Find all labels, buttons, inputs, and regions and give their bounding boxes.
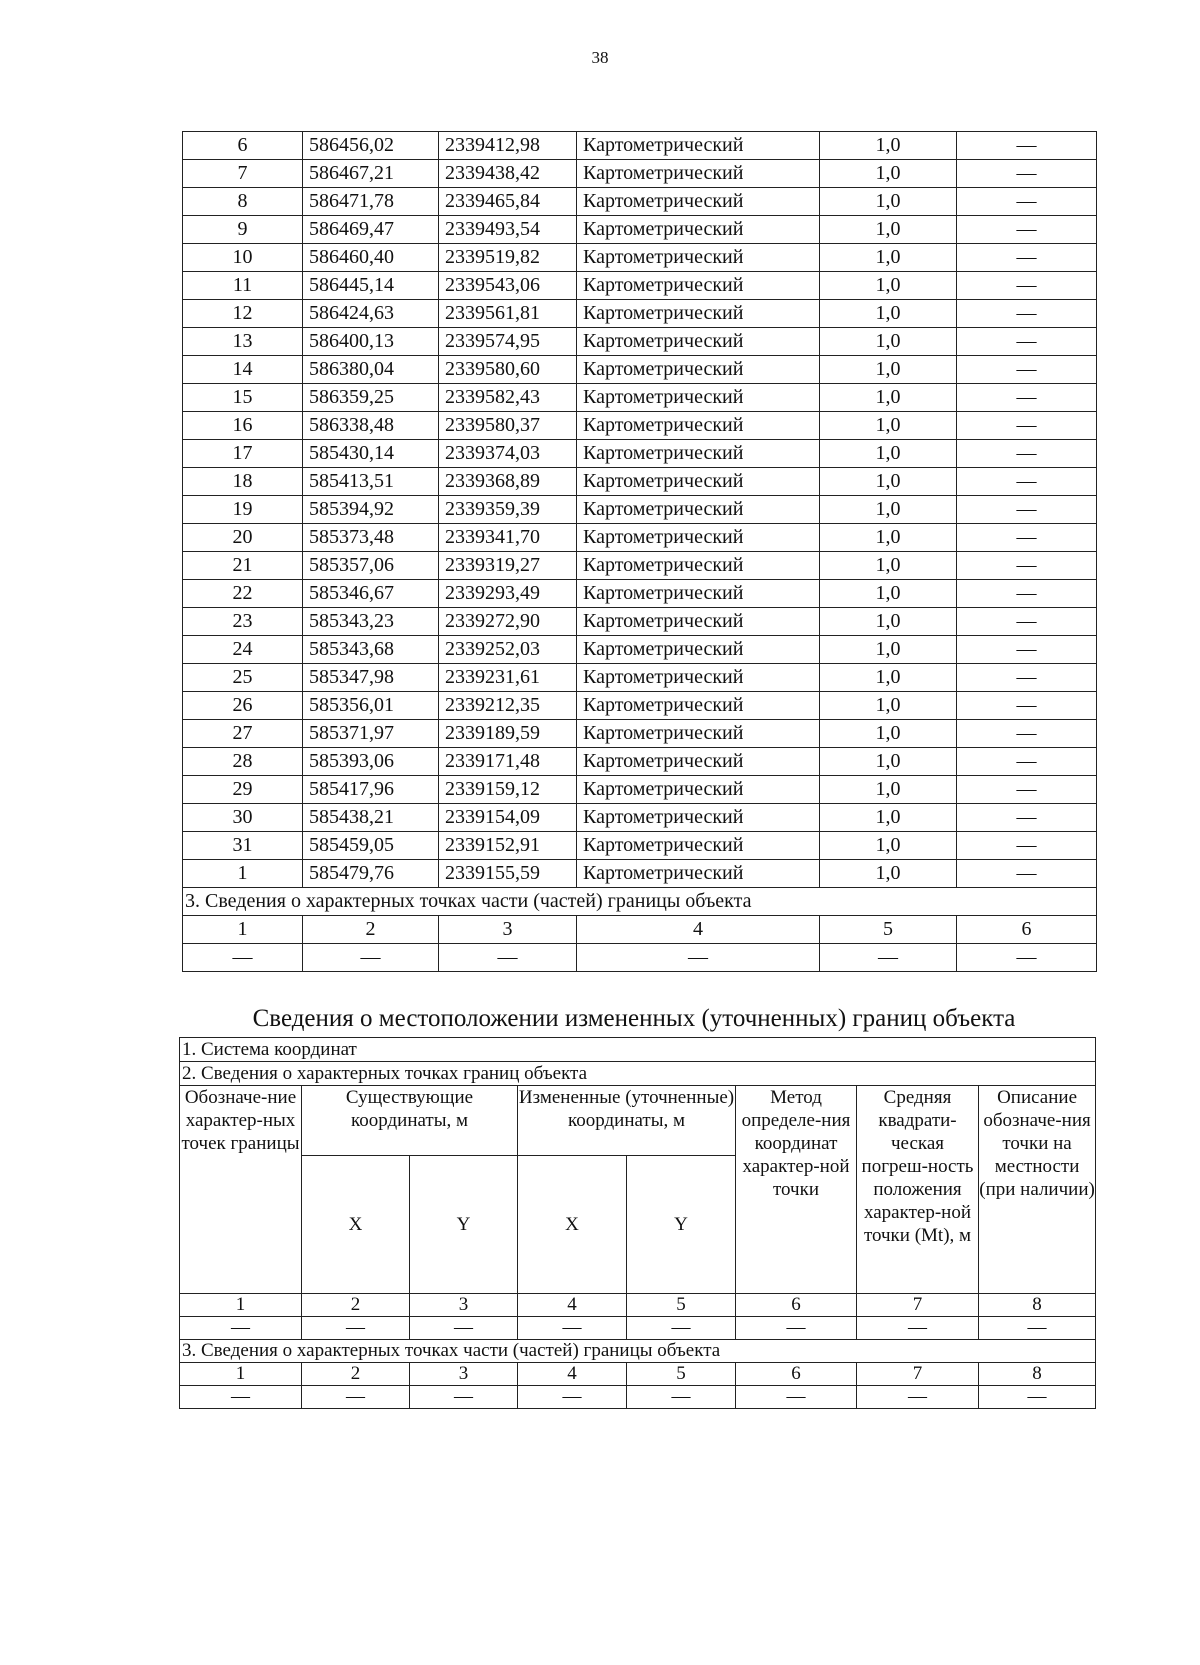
coord-x-cell: 586460,40 <box>303 244 439 272</box>
coord-y-cell: 2339368,89 <box>439 468 577 496</box>
method-cell: Картометрический <box>577 468 820 496</box>
description-cell: — <box>957 328 1097 356</box>
mean-error-cell: 1,0 <box>820 832 957 860</box>
coord-x-cell: 585459,05 <box>303 832 439 860</box>
coord-x-cell: 586445,14 <box>303 272 439 300</box>
coord-y-cell: 2339252,03 <box>439 636 577 664</box>
table-row <box>183 804 1097 832</box>
section3-col-number: 4 <box>577 916 820 944</box>
method-cell: Картометрический <box>577 832 820 860</box>
point-number-cell: 23 <box>183 608 303 636</box>
point-number-cell: 17 <box>183 440 303 468</box>
description-cell: — <box>957 636 1097 664</box>
coord-x-cell: 586456,02 <box>303 132 439 160</box>
method-cell: Картометрический <box>577 860 820 888</box>
point-number-cell: 7 <box>183 160 303 188</box>
coord-x-cell: 585347,98 <box>303 664 439 692</box>
description-cell: — <box>957 468 1097 496</box>
section3-col-number: 7 <box>857 1363 979 1386</box>
point-number-cell: 11 <box>183 272 303 300</box>
changed-boundaries-table <box>179 1037 1096 1409</box>
table-row <box>183 776 1097 804</box>
method-cell: Картометрический <box>577 328 820 356</box>
method-cell: Картометрический <box>577 664 820 692</box>
point-number-cell: 13 <box>183 328 303 356</box>
description-cell: — <box>957 216 1097 244</box>
section3-empty-cell: — <box>410 1386 518 1409</box>
coord-y-cell: 2339438,42 <box>439 160 577 188</box>
coord-y-cell: 2339543,06 <box>439 272 577 300</box>
coord-y-cell: 2339212,35 <box>439 692 577 720</box>
table-row <box>183 244 1097 272</box>
coord-x-cell: 585417,96 <box>303 776 439 804</box>
coord-y-cell: 2339159,12 <box>439 776 577 804</box>
table-row <box>183 692 1097 720</box>
section3-empty-cell: — <box>183 944 303 972</box>
point-number-cell: 6 <box>183 132 303 160</box>
section3-col-number: 8 <box>979 1363 1096 1386</box>
method-cell: Картометрический <box>577 244 820 272</box>
method-cell: Картометрический <box>577 804 820 832</box>
section3-col-number: 6 <box>736 1363 857 1386</box>
table-row <box>183 496 1097 524</box>
coord-x-cell: 586338,48 <box>303 412 439 440</box>
mean-error-cell: 1,0 <box>820 412 957 440</box>
coord-x-cell: 586424,63 <box>303 300 439 328</box>
page-number: 38 <box>591 48 609 67</box>
description-cell: — <box>957 748 1097 776</box>
section3-col-number: 2 <box>303 916 439 944</box>
table-row <box>183 860 1097 888</box>
mean-error-cell: 1,0 <box>820 188 957 216</box>
point-number-cell: 19 <box>183 496 303 524</box>
method-cell: Картометрический <box>577 776 820 804</box>
coord-x-cell: 585413,51 <box>303 468 439 496</box>
method-cell: Картометрический <box>577 160 820 188</box>
column-number: 1 <box>180 1294 302 1317</box>
mean-error-cell: 1,0 <box>820 524 957 552</box>
table-row <box>183 524 1097 552</box>
point-number-cell: 21 <box>183 552 303 580</box>
column-number: 6 <box>736 1294 857 1317</box>
column-number: 8 <box>979 1294 1096 1317</box>
method-cell: Картометрический <box>577 300 820 328</box>
description-cell: — <box>957 412 1097 440</box>
header-y-existing: Y <box>410 1156 518 1294</box>
coord-x-cell: 585394,92 <box>303 496 439 524</box>
description-cell: — <box>957 356 1097 384</box>
column-number: 2 <box>302 1294 410 1317</box>
coord-y-cell: 2339412,98 <box>439 132 577 160</box>
empty-cell: — <box>302 1317 410 1340</box>
description-cell: — <box>957 664 1097 692</box>
empty-cell: — <box>410 1317 518 1340</box>
coord-y-cell: 2339272,90 <box>439 608 577 636</box>
method-cell: Картометрический <box>577 608 820 636</box>
empty-cell: — <box>627 1317 736 1340</box>
table-row <box>183 356 1097 384</box>
section3-col-number: 4 <box>518 1363 627 1386</box>
description-cell: — <box>957 300 1097 328</box>
section3-empty-cell: — <box>577 944 820 972</box>
coord-x-cell: 585393,06 <box>303 748 439 776</box>
point-number-cell: 12 <box>183 300 303 328</box>
table-row <box>183 328 1097 356</box>
point-number-cell: 24 <box>183 636 303 664</box>
table-row <box>183 216 1097 244</box>
point-number-cell: 1 <box>183 860 303 888</box>
header-y-changed: Y <box>627 1156 736 1294</box>
method-cell: Картометрический <box>577 188 820 216</box>
coord-y-cell: 2339319,27 <box>439 552 577 580</box>
description-cell: — <box>957 496 1097 524</box>
section3-col-number: 3 <box>439 916 577 944</box>
table-row <box>183 608 1097 636</box>
header-x-changed: X <box>518 1156 627 1294</box>
method-cell: Картометрический <box>577 748 820 776</box>
section3-empty-cell: — <box>820 944 957 972</box>
method-cell: Картометрический <box>577 496 820 524</box>
section3-col-number: 5 <box>627 1363 736 1386</box>
section3-col-number: 1 <box>183 916 303 944</box>
coord-y-cell: 2339374,03 <box>439 440 577 468</box>
description-cell: — <box>957 692 1097 720</box>
coord-y-cell: 2339155,59 <box>439 860 577 888</box>
description-cell: — <box>957 832 1097 860</box>
empty-cell: — <box>180 1317 302 1340</box>
description-cell: — <box>957 272 1097 300</box>
coord-y-cell: 2339582,43 <box>439 384 577 412</box>
column-number: 4 <box>518 1294 627 1317</box>
coord-y-cell: 2339293,49 <box>439 580 577 608</box>
header-changed-coordinates: Измененные (уточненные) координаты, м <box>518 1086 736 1156</box>
point-number-cell: 14 <box>183 356 303 384</box>
header-method: Метод определе-ния координат характер-ной точки <box>736 1086 857 1294</box>
mean-error-cell: 1,0 <box>820 328 957 356</box>
mean-error-cell: 1,0 <box>820 160 957 188</box>
coord-y-cell: 2339580,60 <box>439 356 577 384</box>
section3-empty-cell: — <box>302 1386 410 1409</box>
header-existing-coordinates: Существующие координаты, м <box>302 1086 518 1156</box>
method-cell: Картометрический <box>577 440 820 468</box>
mean-error-cell: 1,0 <box>820 384 957 412</box>
section3-empty-cell: — <box>736 1386 857 1409</box>
point-number-cell: 29 <box>183 776 303 804</box>
mean-error-cell: 1,0 <box>820 496 957 524</box>
table-row <box>183 832 1097 860</box>
coord-x-cell: 585346,67 <box>303 580 439 608</box>
table-row <box>183 580 1097 608</box>
table-row <box>183 636 1097 664</box>
section3-col-number: 2 <box>302 1363 410 1386</box>
method-cell: Картометрический <box>577 580 820 608</box>
section3-col-number: 1 <box>180 1363 302 1386</box>
table-row <box>183 160 1097 188</box>
coord-x-cell: 585356,01 <box>303 692 439 720</box>
point-number-cell: 30 <box>183 804 303 832</box>
point-number-cell: 26 <box>183 692 303 720</box>
mean-error-cell: 1,0 <box>820 748 957 776</box>
method-cell: Картометрический <box>577 524 820 552</box>
coord-x-cell: 586380,04 <box>303 356 439 384</box>
mean-error-cell: 1,0 <box>820 580 957 608</box>
method-cell: Картометрический <box>577 720 820 748</box>
mean-error-cell: 1,0 <box>820 776 957 804</box>
coord-x-cell: 585357,06 <box>303 552 439 580</box>
mean-error-cell: 1,0 <box>820 244 957 272</box>
coord-y-cell: 2339171,48 <box>439 748 577 776</box>
mean-error-cell: 1,0 <box>820 272 957 300</box>
table-row <box>183 468 1097 496</box>
mean-error-cell: 1,0 <box>820 860 957 888</box>
coord-y-cell: 2339152,91 <box>439 832 577 860</box>
description-cell: — <box>957 720 1097 748</box>
coord-x-cell: 586471,78 <box>303 188 439 216</box>
point-number-cell: 22 <box>183 580 303 608</box>
coord-x-cell: 585430,14 <box>303 440 439 468</box>
coord-x-cell: 585373,48 <box>303 524 439 552</box>
section3-title: 3. Сведения о характерных точках части (частей) границы объекта <box>180 1340 1096 1363</box>
section3-empty-cell: — <box>627 1386 736 1409</box>
method-cell: Картометрический <box>577 132 820 160</box>
mean-error-cell: 1,0 <box>820 636 957 664</box>
coord-x-cell: 585343,23 <box>303 608 439 636</box>
column-number: 3 <box>410 1294 518 1317</box>
point-number-cell: 20 <box>183 524 303 552</box>
coord-y-cell: 2339519,82 <box>439 244 577 272</box>
table-row <box>183 188 1097 216</box>
description-cell: — <box>957 804 1097 832</box>
method-cell: Картометрический <box>577 692 820 720</box>
point-number-cell: 25 <box>183 664 303 692</box>
method-cell: Картометрический <box>577 356 820 384</box>
section3-title: 3. Сведения о характерных точках части (частей) границы объекта <box>183 888 1097 916</box>
coord-y-cell: 2339189,59 <box>439 720 577 748</box>
method-cell: Картометрический <box>577 216 820 244</box>
table-row <box>183 748 1097 776</box>
table-row <box>183 300 1097 328</box>
header-x-existing: X <box>302 1156 410 1294</box>
mean-error-cell: 1,0 <box>820 664 957 692</box>
point-number-cell: 31 <box>183 832 303 860</box>
description-cell: — <box>957 440 1097 468</box>
point-number-cell: 8 <box>183 188 303 216</box>
section-heading: Сведения о местоположении измененных (уточненных) границ объекта <box>252 1005 1016 1032</box>
method-cell: Картометрический <box>577 272 820 300</box>
empty-cell: — <box>979 1317 1096 1340</box>
method-cell: Картометрический <box>577 412 820 440</box>
point-number-cell: 9 <box>183 216 303 244</box>
empty-cell: — <box>857 1317 979 1340</box>
description-cell: — <box>957 160 1097 188</box>
mean-error-cell: 1,0 <box>820 692 957 720</box>
coord-y-cell: 2339359,39 <box>439 496 577 524</box>
coord-x-cell: 585479,76 <box>303 860 439 888</box>
section3-empty-cell: — <box>857 1386 979 1409</box>
description-cell: — <box>957 552 1097 580</box>
table-row <box>183 720 1097 748</box>
column-number: 5 <box>627 1294 736 1317</box>
point-number-cell: 18 <box>183 468 303 496</box>
description-cell: — <box>957 244 1097 272</box>
coord-x-cell: 586400,13 <box>303 328 439 356</box>
header-description: Описание обозначе-ния точки на местности (при наличии) <box>979 1086 1096 1294</box>
description-cell: — <box>957 524 1097 552</box>
section2-title: 2. Сведения о характерных точках границ объекта <box>180 1062 1096 1086</box>
point-number-cell: 27 <box>183 720 303 748</box>
mean-error-cell: 1,0 <box>820 468 957 496</box>
coord-x-cell: 585343,68 <box>303 636 439 664</box>
description-cell: — <box>957 384 1097 412</box>
table-row <box>183 440 1097 468</box>
point-number-cell: 28 <box>183 748 303 776</box>
point-number-cell: 10 <box>183 244 303 272</box>
column-number: 7 <box>857 1294 979 1317</box>
section3-empty-cell: — <box>957 944 1097 972</box>
section3-col-number: 3 <box>410 1363 518 1386</box>
coord-y-cell: 2339561,81 <box>439 300 577 328</box>
mean-error-cell: 1,0 <box>820 720 957 748</box>
description-cell: — <box>957 132 1097 160</box>
method-cell: Картометрический <box>577 552 820 580</box>
mean-error-cell: 1,0 <box>820 552 957 580</box>
mean-error-cell: 1,0 <box>820 132 957 160</box>
table-row <box>183 664 1097 692</box>
header-point-designation: Обозначе-ние характер-ных точек границы <box>180 1086 302 1294</box>
coord-y-cell: 2339154,09 <box>439 804 577 832</box>
section3-col-number: 6 <box>957 916 1097 944</box>
description-cell: — <box>957 860 1097 888</box>
section1-title: 1. Система координат <box>180 1038 1096 1062</box>
table-row <box>183 412 1097 440</box>
mean-error-cell: 1,0 <box>820 356 957 384</box>
description-cell: — <box>957 188 1097 216</box>
empty-cell: — <box>736 1317 857 1340</box>
mean-error-cell: 1,0 <box>820 216 957 244</box>
coord-y-cell: 2339574,95 <box>439 328 577 356</box>
empty-cell: — <box>518 1317 627 1340</box>
coord-y-cell: 2339341,70 <box>439 524 577 552</box>
table-row <box>183 552 1097 580</box>
header-mean-error: Средняя квадрати-ческая погреш-ность положения характер-ной точки (Mt), м <box>857 1086 979 1294</box>
coord-y-cell: 2339465,84 <box>439 188 577 216</box>
description-cell: — <box>957 608 1097 636</box>
method-cell: Картометрический <box>577 384 820 412</box>
section3-empty-cell: — <box>180 1386 302 1409</box>
coord-y-cell: 2339580,37 <box>439 412 577 440</box>
description-cell: — <box>957 580 1097 608</box>
coord-y-cell: 2339493,54 <box>439 216 577 244</box>
point-number-cell: 16 <box>183 412 303 440</box>
description-cell: — <box>957 776 1097 804</box>
mean-error-cell: 1,0 <box>820 804 957 832</box>
section3-col-number: 5 <box>820 916 957 944</box>
section3-empty-cell: — <box>439 944 577 972</box>
coord-x-cell: 585438,21 <box>303 804 439 832</box>
table-row <box>183 132 1097 160</box>
table-row <box>183 384 1097 412</box>
point-number-cell: 15 <box>183 384 303 412</box>
coord-y-cell: 2339231,61 <box>439 664 577 692</box>
mean-error-cell: 1,0 <box>820 440 957 468</box>
method-cell: Картометрический <box>577 636 820 664</box>
mean-error-cell: 1,0 <box>820 300 957 328</box>
mean-error-cell: 1,0 <box>820 608 957 636</box>
section3-empty-cell: — <box>518 1386 627 1409</box>
section3-empty-cell: — <box>303 944 439 972</box>
section3-empty-cell: — <box>979 1386 1096 1409</box>
coord-x-cell: 586359,25 <box>303 384 439 412</box>
coord-x-cell: 586467,21 <box>303 160 439 188</box>
boundary-points-table <box>182 131 1097 972</box>
coord-x-cell: 586469,47 <box>303 216 439 244</box>
table-row <box>183 272 1097 300</box>
coord-x-cell: 585371,97 <box>303 720 439 748</box>
